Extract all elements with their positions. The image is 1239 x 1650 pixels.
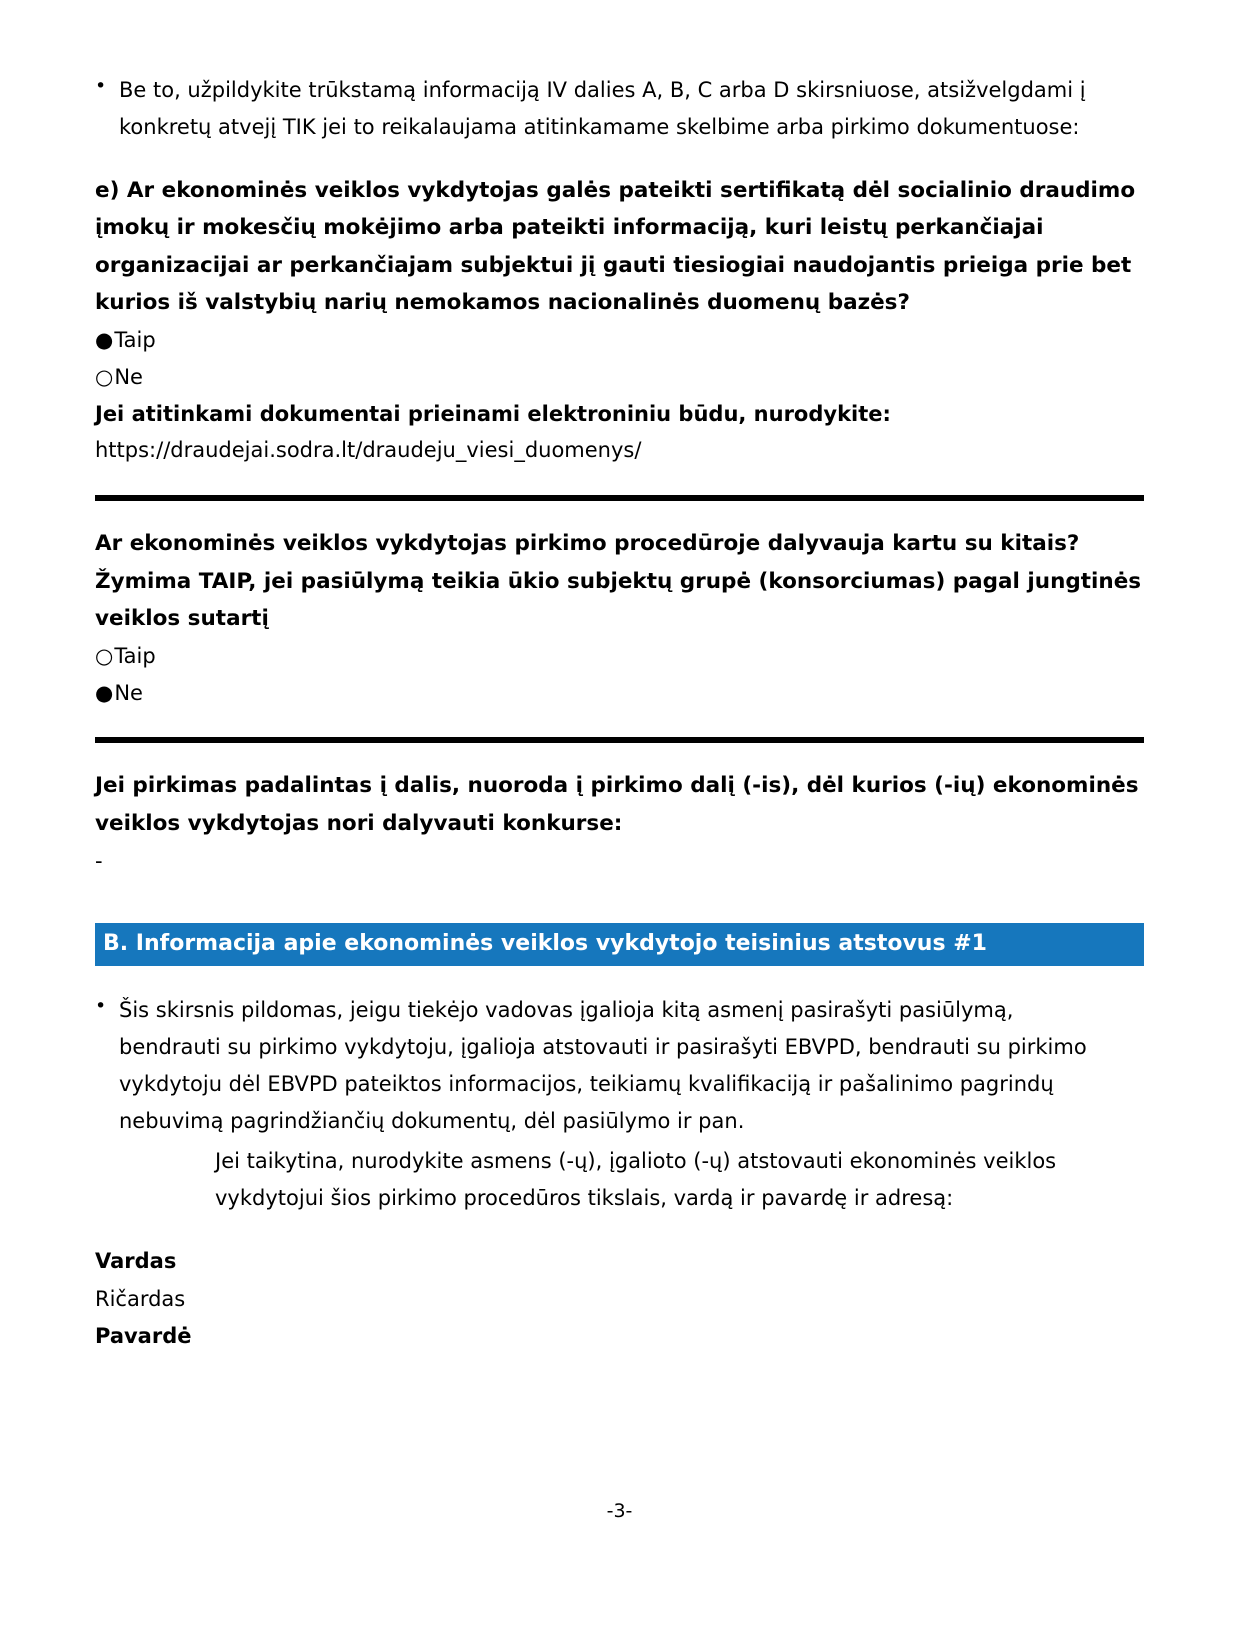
intro-bullet-text: Be to, užpildykite trūkstamą informaciją IV dalies A, B, C arba D skirsniuose, atsižvelgdami į konkretų atvejį TIK jei to reikalaujama atitinkamame skelbime arba pirkimo dokumentuose: xyxy=(119,78,1086,139)
representative-fields xyxy=(95,1243,1144,1356)
section-b-bullet-item xyxy=(95,992,1144,1139)
bullet-icon: • xyxy=(95,75,107,97)
question-certificate-text: e) Ar ekonominės veiklos vykdytojas galės pateikti sertifikatą dėl socialinio draudimo įmokų ir mokesčių mokėjimo arba pateikti informaciją, kuri leistų perkančiajai organizacijai ar perkančiajam subjektui jį gauti tiesiogiai naudojantis prieiga prie bet kurios iš valstybių narių nemokamos nacionalinės duomenų bazės? xyxy=(95,177,1136,316)
name-value: Ričardas xyxy=(95,1286,186,1311)
radio-option-label: Taip xyxy=(114,643,156,668)
question-joint-participation-text: Ar ekonominės veiklos vykdytojas pirkimo procedūroje dalyvauja kartu su kitais? Žymima TAIP, jei pasiūlymą teikia ūkio subjektų grupė (konsorciumas) pagal jungtinės veiklos sutartį xyxy=(95,531,1142,632)
question-lots-text: Jei pirkimas padalintas į dalis, nuoroda į pirkimo dalį (-is), dėl kurios (-ių) ekonominės veiklos vykdytojas nori dalyvauti konkurse: xyxy=(95,773,1139,836)
docs-url: https://draudejai.sodra.lt/draudeju_viesi_duomenys/ xyxy=(95,438,642,463)
certificate-answer-group xyxy=(95,322,1144,396)
lots-value: - xyxy=(95,848,103,873)
bullet-icon: • xyxy=(95,995,107,1018)
section-divider xyxy=(95,737,1144,743)
surname-label: Pavardė xyxy=(95,1324,192,1349)
radio-option-joint-ne[interactable] xyxy=(95,675,1144,712)
page-number: -3- xyxy=(606,1500,633,1522)
radio-option-label: Ne xyxy=(114,364,143,389)
radio-unselected-icon: ○ xyxy=(95,643,114,668)
section-b-header: B. Informacija apie ekonominės veiklos vykdytojo teisinius atstovus #1 xyxy=(95,923,1144,966)
radio-option-certificate-ne[interactable] xyxy=(95,359,1144,396)
radio-unselected-icon: ○ xyxy=(95,364,114,389)
section-b-bullet-text: Šis skirsnis pildomas, jeigu tiekėjo vadovas įgalioja kitą asmenį pasirašyti pasiūlymą, bendrauti su pirkimo vykdytoju, įgalioja atstovauti ir pasirašyti EBVPD, bendrauti su pirkimo vykdytoju dėl EBVPD pateiktos informacijos, teikiamų kvalifikaciją ir pašalinimo pagrindų nebuvimą pagrindžiančių dokumentų, dėl pasiūlymo ir pan. xyxy=(119,998,1087,1133)
section-divider xyxy=(95,495,1144,501)
radio-option-label: Ne xyxy=(114,680,143,705)
radio-selected-icon: ● xyxy=(95,328,114,352)
representatives-instruction: Jei taikytina, nurodykite asmens (-ų), įgalioto (-ų) atstovauti ekonominės veiklos vykdytojui šios pirkimo procedūros tikslais, vardą ir pavardę ir adresą: xyxy=(215,1149,1057,1211)
joint-answer-group xyxy=(95,638,1144,712)
radio-option-joint-taip[interactable] xyxy=(95,638,1144,675)
name-label: Vardas xyxy=(95,1248,177,1273)
docs-available-label: Jei atitinkami dokumentai prieinami elektroniniu būdu, nurodykite: xyxy=(95,401,891,426)
intro-bullet-item xyxy=(95,72,1144,146)
radio-selected-icon: ● xyxy=(95,680,114,705)
radio-option-label: Taip xyxy=(114,328,156,352)
radio-option-certificate-taip[interactable] xyxy=(95,322,1144,359)
